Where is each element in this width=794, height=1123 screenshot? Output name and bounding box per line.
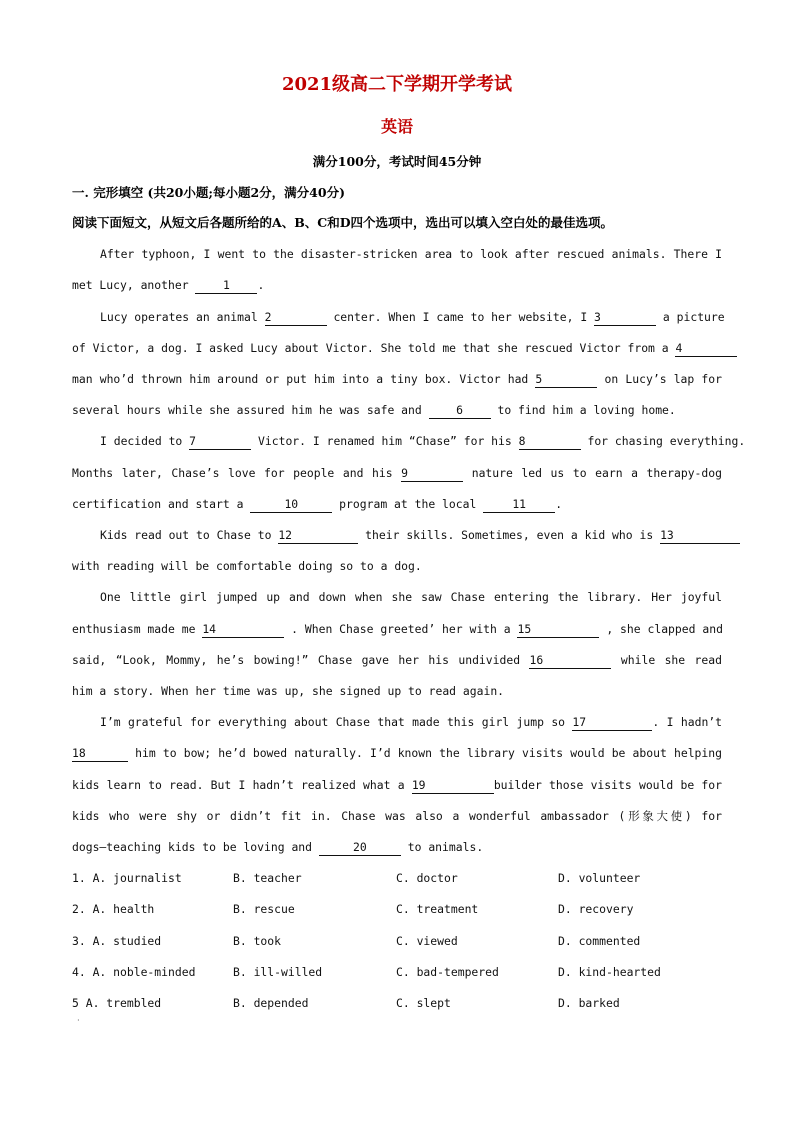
passage-text: of Victor, a dog. I asked Lucy about Victor. She told me that she rescued Victor from a: [72, 341, 676, 355]
blank-19[interactable]: 19: [412, 777, 494, 794]
passage-text: to find him a loving home.: [490, 403, 676, 417]
passage-line: [100, 712, 722, 732]
option-1-d[interactable]: D. volunteer: [558, 871, 641, 885]
blank-20[interactable]: 20: [319, 839, 401, 856]
option-4-a[interactable]: 4. A. noble-minded: [72, 965, 196, 979]
section-instruction: 阅读下面短文，从短文后各题所给的A、B、C和D四个选项中，选出可以填入空白处的最佳选项。: [72, 215, 614, 230]
passage-text: I’m grateful for everything about Chase that made this girl jump so: [100, 715, 573, 729]
passage-text: to animals.: [400, 840, 484, 854]
passage-text: said, “Look, Mommy, he’s bowing!” Chase gave her his undivided: [72, 653, 530, 667]
passage-text: dogs—teaching kids to be loving and: [72, 840, 319, 854]
passage-text: enthusiasm made me: [72, 622, 203, 636]
passage-text: for chasing everything.: [580, 434, 746, 448]
passage-text: while she read: [611, 653, 722, 667]
passage-text: program at the local: [332, 497, 484, 511]
option-2-a[interactable]: 2. A. health: [72, 902, 155, 916]
passage-text: Lucy operates an animal: [100, 310, 265, 324]
passage-line: [72, 806, 722, 826]
passage-line: [72, 650, 722, 670]
option-5-b[interactable]: B. depended: [233, 996, 309, 1010]
passage-text: . I hadn’t: [652, 715, 723, 729]
exam-info: 满分100分，考试时间45分钟: [312, 154, 482, 169]
passage-text: . When Chase greeted’ her with a: [284, 622, 518, 636]
option-3-a[interactable]: 3. A. studied: [72, 934, 162, 948]
subject-title: 英语: [380, 117, 413, 136]
blank-3[interactable]: 3: [594, 309, 656, 326]
passage-line: [72, 775, 722, 795]
passage-line: [100, 307, 725, 327]
section-heading: 一. 完形填空 (共20小题;每小题2分，满分40分): [72, 185, 345, 200]
blank-4[interactable]: 4: [675, 340, 737, 357]
passage-line: [100, 525, 722, 545]
passage-text: kids who were shy or didn’t fit in. Chase was also a wonderful ambassador (形象大使) for: [72, 809, 722, 823]
option-4-d[interactable]: D. kind-hearted: [558, 965, 661, 979]
exam-title: 2021级高二下学期开学考试: [281, 74, 513, 95]
option-4-c[interactable]: C. bad-tempered: [396, 965, 499, 979]
passage-line: [72, 494, 722, 514]
passage-line: [100, 431, 746, 451]
passage-line: [72, 338, 722, 358]
passage-text: nature led us to earn a therapy-dog: [463, 466, 722, 480]
blank-6[interactable]: 6: [429, 402, 491, 419]
passage-text: man who’d thrown him around or put him into a tiny box. Victor had: [72, 372, 536, 386]
option-2-b[interactable]: B. rescue: [233, 902, 295, 916]
option-5-c[interactable]: C. slept: [396, 996, 451, 1010]
option-5-d[interactable]: D. barked: [558, 996, 620, 1010]
passage-text: him to bow; he’d bowed naturally. I’d known the library visits would be about helping: [128, 746, 722, 760]
passage-text: him a story. When her time was up, she signed up to read again.: [72, 684, 505, 698]
passage-line: [72, 556, 722, 576]
option-3-b[interactable]: B. took: [233, 934, 282, 948]
passage-text: certification and start a: [72, 497, 251, 511]
option-1-c[interactable]: C. doctor: [396, 871, 458, 885]
passage-text: center. When I came to her website, I: [326, 310, 595, 324]
passage-text: , she clapped and: [599, 622, 723, 636]
passage-text: on Lucy’s lap for: [597, 372, 722, 386]
blank-8[interactable]: 8: [519, 433, 581, 450]
passage-text: .: [257, 278, 265, 292]
passage-line: [100, 587, 722, 607]
blank-2[interactable]: 2: [265, 309, 327, 326]
passage-line: [72, 400, 722, 420]
passage-line: [72, 369, 722, 389]
passage-text: several hours while she assured him he was safe and: [72, 403, 429, 417]
passage-line: [72, 743, 722, 763]
blank-11[interactable]: 11: [483, 496, 555, 513]
passage-text: Victor. I renamed him “Chase” for his: [251, 434, 519, 448]
blank-7[interactable]: 7: [189, 433, 251, 450]
blank-13[interactable]: 13: [660, 527, 740, 544]
passage-line: [72, 681, 722, 701]
blank-12[interactable]: 12: [278, 527, 358, 544]
passage-text: Months later, Chase’s love for people and his: [72, 466, 402, 480]
passage-text: a picture: [656, 310, 725, 324]
blank-18[interactable]: 18: [72, 745, 128, 762]
passage-text: builder those visits would be for: [493, 778, 723, 792]
passage-text: One little girl jumped up and down when she saw Chase entering the library. Her joyful: [100, 590, 722, 604]
blank-5[interactable]: 5: [535, 371, 597, 388]
option-3-d[interactable]: D. commented: [558, 934, 641, 948]
footer-mark: ·: [77, 1016, 80, 1025]
option-4-b[interactable]: B. ill-willed: [233, 965, 323, 979]
passage-text: with reading will be comfortable doing so to a dog.: [72, 559, 422, 573]
passage-line: [72, 837, 722, 857]
option-3-c[interactable]: C. viewed: [396, 934, 458, 948]
passage-line: [100, 244, 722, 264]
passage-line: [72, 619, 722, 639]
passage-text: After typhoon, I went to the disaster-stricken area to look after rescued animals. There I: [100, 247, 722, 261]
blank-1[interactable]: 1: [195, 277, 257, 294]
passage-text: their skills. Sometimes, even a kid who is: [358, 528, 661, 542]
blank-10[interactable]: 10: [250, 496, 332, 513]
passage-line: [72, 463, 722, 483]
passage-text: kids learn to read. But I hadn’t realized what a: [72, 778, 412, 792]
blank-16[interactable]: 16: [529, 652, 611, 669]
option-1-b[interactable]: B. teacher: [233, 871, 302, 885]
option-2-c[interactable]: C. treatment: [396, 902, 479, 916]
option-1-a[interactable]: 1. A. journalist: [72, 871, 182, 885]
option-5-a[interactable]: 5 A. trembled: [72, 996, 162, 1010]
blank-14[interactable]: 14: [202, 621, 284, 638]
passage-text: .: [555, 497, 563, 511]
passage-text: I decided to: [100, 434, 190, 448]
passage-line: [72, 275, 722, 295]
blank-9[interactable]: 9: [401, 465, 463, 482]
option-2-d[interactable]: D. recovery: [558, 902, 634, 916]
blank-15[interactable]: 15: [517, 621, 599, 638]
passage-text: met Lucy, another: [72, 278, 196, 292]
blank-17[interactable]: 17: [572, 714, 652, 731]
passage-text: Kids read out to Chase to: [100, 528, 279, 542]
